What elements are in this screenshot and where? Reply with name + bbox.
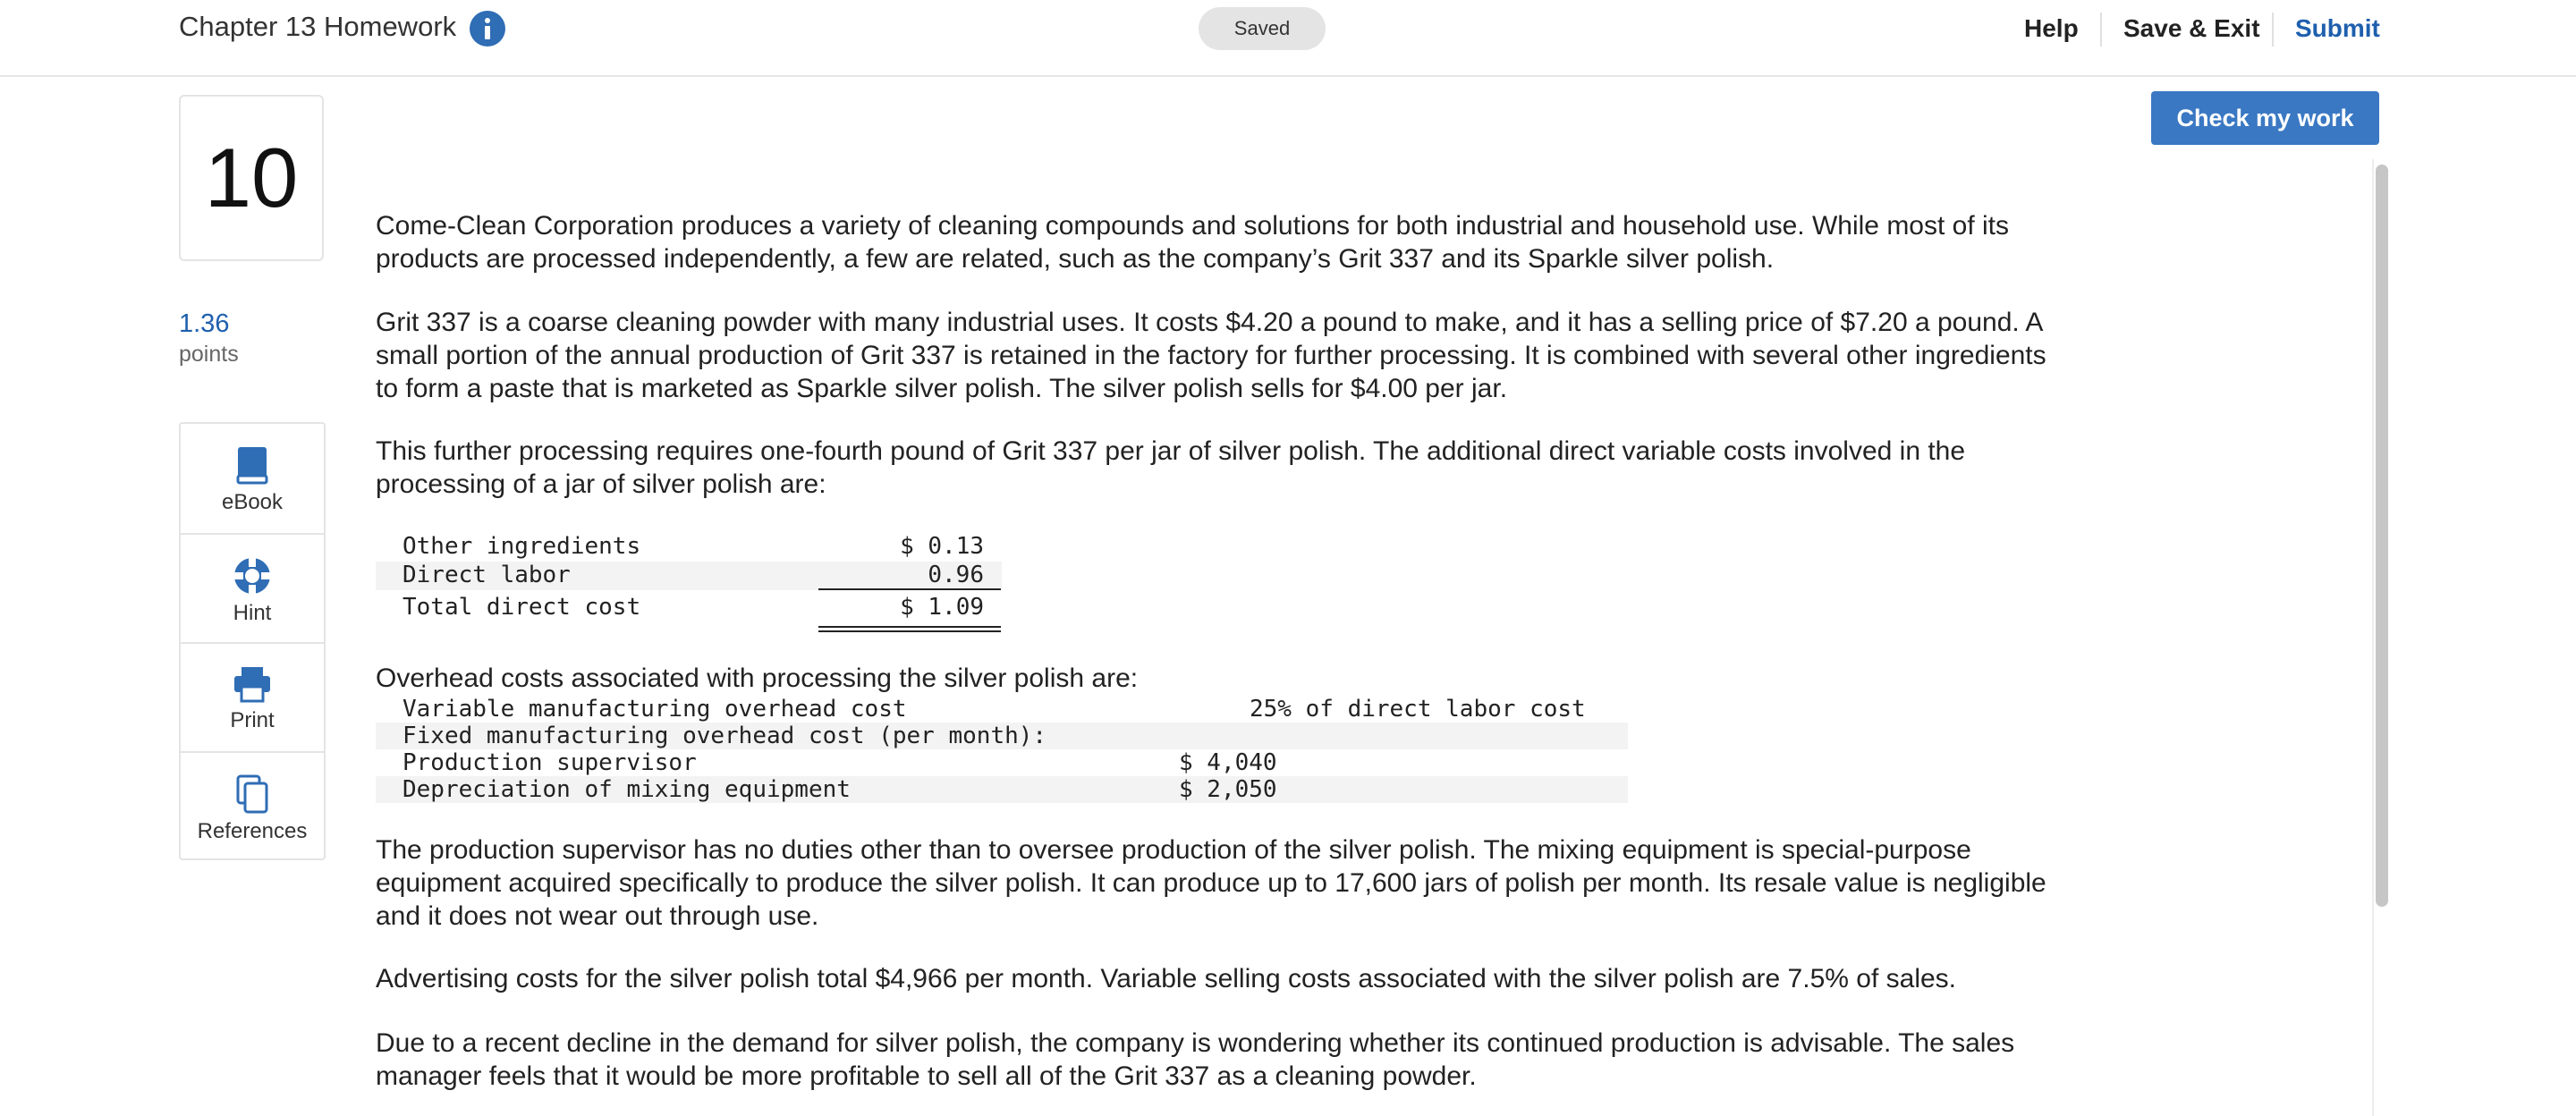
hint-label: Hint: [233, 601, 272, 625]
lifebuoy-icon: [233, 556, 272, 596]
cost-value: $ 1.09: [900, 594, 984, 621]
cost-label: Other ingredients: [402, 533, 641, 560]
cost-label: Total direct cost: [402, 594, 641, 621]
overhead-label: Fixed manufacturing overhead cost (per month):: [402, 723, 1047, 749]
ebook-label: eBook: [221, 490, 284, 514]
nav-divider: [2100, 13, 2102, 46]
table-row: [376, 696, 1628, 723]
overhead-value: 25% of direct labor cost: [1250, 696, 1586, 723]
book-icon: [234, 445, 270, 485]
nav-divider: [2272, 13, 2274, 46]
table-row: [376, 562, 1002, 590]
print-label: Print: [230, 708, 275, 732]
points-value: 1.36: [179, 309, 230, 338]
points-label: points: [179, 342, 239, 367]
paragraph-grit: Grit 337 is a coarse cleaning powder with many industrial uses. It costs $4.20 a pound to make, and it has a selling price of $7.20 a pound. A small portion of the annual production of Grit 337 is retained in the factory for further processing. It is combined with several other ingredients to form a paste that is marketed as Sparkle silver polish. The silver polish sells for $4.00 per jar.: [376, 308, 2046, 403]
table-row: [376, 776, 1628, 803]
hint-button[interactable]: [181, 533, 324, 642]
table-row: [376, 533, 1002, 562]
scrollbar-thumb[interactable]: [2376, 165, 2388, 907]
question-number: 10: [179, 95, 324, 261]
printer-icon: [233, 665, 272, 703]
overhead-label: Depreciation of mixing equipment: [402, 776, 851, 803]
overhead-label: Production supervisor: [402, 749, 697, 776]
assignment-title: Chapter 13 Homework: [179, 11, 457, 42]
check-my-work-button[interactable]: Check my work: [2151, 91, 2379, 145]
table-row: [376, 594, 1002, 622]
print-button[interactable]: [181, 642, 324, 751]
save-status-badge: Saved: [1199, 7, 1326, 50]
total-rule: [818, 626, 1001, 628]
references-label: References: [197, 819, 308, 843]
table-row: [376, 723, 1628, 749]
help-link[interactable]: Help: [2024, 14, 2079, 42]
cost-value: 0.96: [928, 562, 984, 588]
subtotal-rule: [818, 588, 1001, 590]
cost-label: Direct labor: [402, 562, 571, 588]
documents-icon: [234, 774, 270, 814]
top-bar: [0, 0, 2576, 77]
save-exit-link[interactable]: Save & Exit: [2123, 14, 2260, 42]
table-row: [376, 749, 1628, 776]
tools-panel: [179, 422, 326, 860]
paragraph-processing: This further processing requires one-fourth pound of Grit 337 per jar of silver polish. The additional direct variable costs involved in the processing of a jar of silver polish are:: [376, 436, 1966, 499]
paragraph-intro: Come-Clean Corporation produces a variety of cleaning compounds and solutions for both industrial and household use. While most of its products are processed independently, a few are related, such as the company’s Grit 337 and its Sparkle silver polish.: [376, 211, 2010, 274]
ebook-button[interactable]: [181, 424, 324, 533]
info-icon[interactable]: [469, 10, 506, 47]
overhead-value: $ 2,050: [1179, 776, 1277, 803]
references-button[interactable]: [181, 751, 324, 860]
cost-value: $ 0.13: [900, 533, 984, 560]
paragraph-advertising: Advertising costs for the silver polish total $4,966 per month. Variable selling costs associated with the silver polish are 7.5% of sales.: [376, 964, 1956, 993]
total-rule: [818, 630, 1001, 632]
paragraph-decline: Due to a recent decline in the demand for silver polish, the company is wondering whether its continued production is advisable. The sales manager feels that it would be more profitable to sell all of the Grit 337 as a cleaning powder.: [376, 1028, 2015, 1091]
paragraph-supervisor: The production supervisor has no duties other than to oversee production of the silver polish. The mixing equipment is special-purpose equipment acquired specifically to produce the silver polish. It can produce up to 17,600 jars of polish per month. Its resale value is negligible and it does not wear out through use.: [376, 835, 2046, 931]
paragraph-overhead: Overhead costs associated with processing the silver polish are:: [376, 664, 1139, 693]
submit-link[interactable]: Submit: [2295, 14, 2380, 42]
overhead-value: $ 4,040: [1179, 749, 1277, 776]
overhead-label: Variable manufacturing overhead cost: [402, 696, 907, 723]
